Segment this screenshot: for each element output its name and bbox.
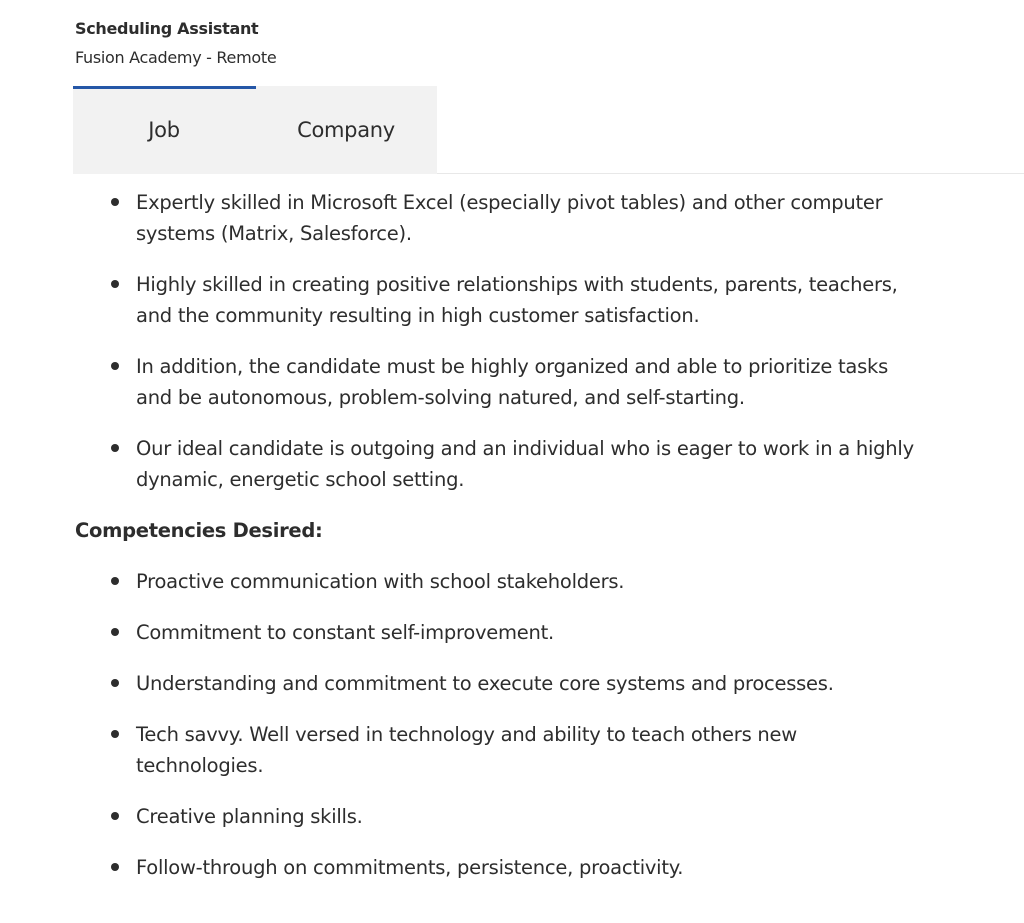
list-item: Tech savvy. Well versed in technology and ability to teach others new technologies. bbox=[75, 719, 975, 781]
list-item: In addition, the candidate must be highly organized and able to prioritize tasks and be autonomous, problem-solving natured, and self-starting. bbox=[75, 351, 975, 413]
competencies-list bbox=[75, 566, 975, 883]
requirements-list bbox=[75, 187, 975, 495]
bullet-icon bbox=[111, 812, 119, 820]
list-item: Creative planning skills. bbox=[75, 801, 975, 832]
bullet-icon bbox=[111, 730, 119, 738]
competencies-heading: Competencies Desired: bbox=[75, 519, 323, 542]
list-item: Highly skilled in creating positive relationships with students, parents, teachers, and the community resulting in high customer satisfaction. bbox=[75, 269, 975, 331]
bullet-icon bbox=[111, 444, 119, 452]
list-item: Expertly skilled in Microsoft Excel (especially pivot tables) and other computer systems (Matrix, Salesforce). bbox=[75, 187, 975, 249]
bullet-icon bbox=[111, 679, 119, 687]
bullet-icon bbox=[111, 362, 119, 370]
tab-job[interactable]: Job bbox=[73, 86, 255, 174]
list-item: Our ideal candidate is outgoing and an individual who is eager to work in a highly dynamic, energetic school setting. bbox=[75, 433, 975, 495]
list-item: Follow-through on commitments, persistence, proactivity. bbox=[75, 852, 975, 883]
tab-company[interactable]: Company bbox=[297, 118, 395, 142]
bullet-icon bbox=[111, 280, 119, 288]
list-item: Proactive communication with school stakeholders. bbox=[75, 566, 975, 597]
bullet-icon bbox=[111, 198, 119, 206]
bullet-icon bbox=[111, 628, 119, 636]
job-header bbox=[75, 18, 276, 69]
job-title: Scheduling Assistant bbox=[75, 19, 259, 38]
bullet-icon bbox=[111, 863, 119, 871]
list-item: Understanding and commitment to execute core systems and processes. bbox=[75, 668, 975, 699]
company-location: Fusion Academy - Remote bbox=[75, 48, 277, 67]
bullet-icon bbox=[111, 577, 119, 585]
tab-bar bbox=[73, 86, 437, 174]
job-description bbox=[75, 187, 975, 903]
list-item: Commitment to constant self-improvement. bbox=[75, 617, 975, 648]
tab-divider bbox=[437, 173, 1024, 174]
